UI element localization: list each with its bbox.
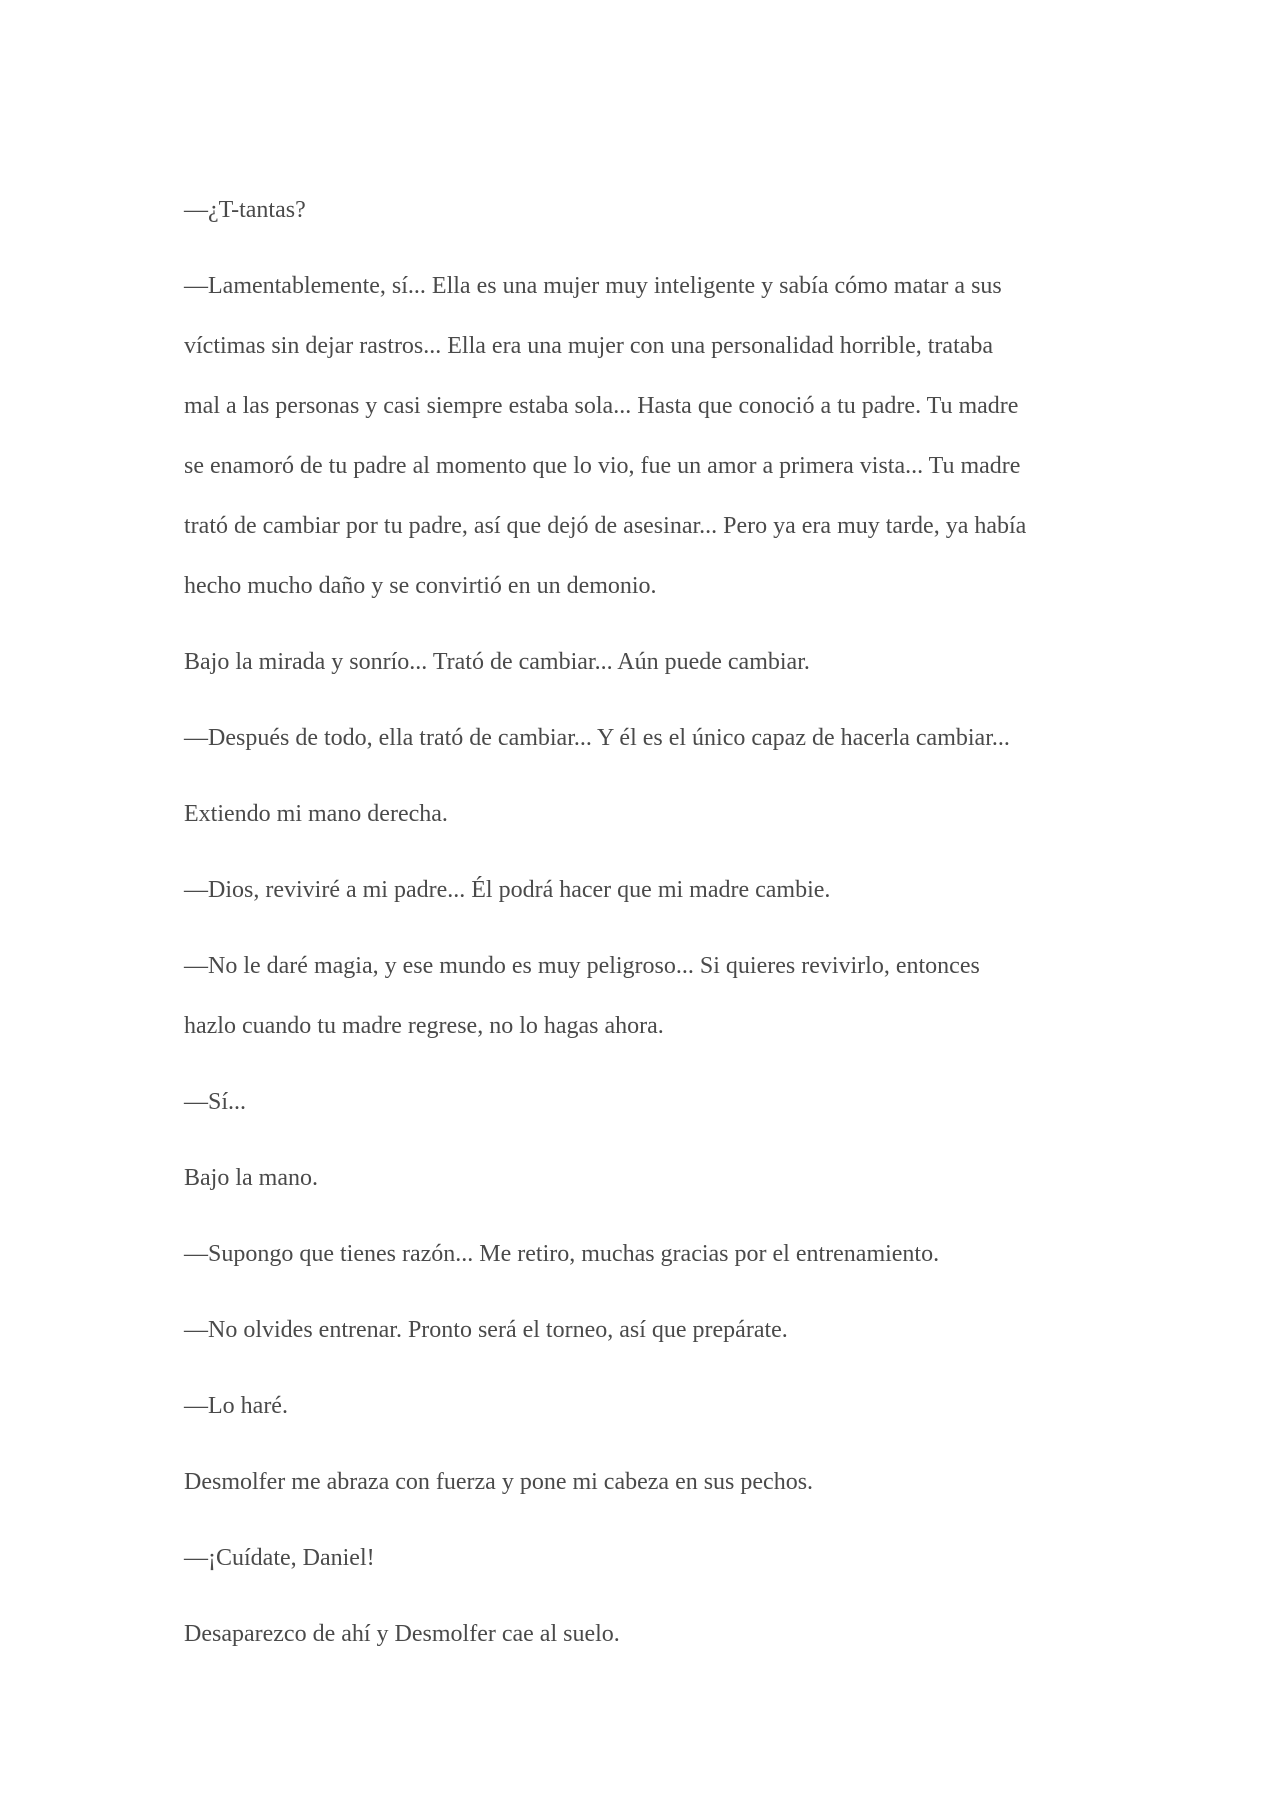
paragraph-8 [184,1072,1104,1132]
paragraph-15 [184,1604,1104,1664]
text-line: —No le daré magia, y ese mundo es muy peligroso... Si quieres revivirlo, entonces [184,953,980,979]
text-line: —Después de todo, ella trató de cambiar... Y él es el único capaz de hacerla cambiar... [184,725,1010,751]
paragraph-4 [184,708,1104,768]
paragraph-14 [184,1528,1104,1588]
text-line: —Supongo que tienes razón... Me retiro, muchas gracias por el entrenamiento. [184,1241,940,1267]
paragraph-7 [184,936,1104,1056]
text-line: se enamoró de tu padre al momento que lo vio, fue un amor a primera vista... Tu madre [184,453,1021,479]
text-line: Desmolfer me abraza con fuerza y pone mi cabeza en sus pechos. [184,1469,814,1495]
text-line: Desaparezco de ahí y Desmolfer cae al suelo. [184,1621,620,1647]
paragraph-10 [184,1224,1104,1284]
text-line: —¡Cuídate, Daniel! [184,1545,375,1571]
paragraph-9 [184,1148,1104,1208]
text-line: hecho mucho daño y se convirtió en un demonio. [184,573,657,599]
text-line: Extiendo mi mano derecha. [184,801,448,827]
text-line: hazlo cuando tu madre regrese, no lo hagas ahora. [184,1013,664,1039]
text-line: víctimas sin dejar rastros... Ella era una mujer con una personalidad horrible, trataba [184,333,994,359]
text-line: —Lamentablemente, sí... Ella es una mujer muy inteligente y sabía cómo matar a sus [184,273,1002,299]
text-line: Bajo la mano. [184,1165,318,1191]
text-line: —Lo haré. [184,1393,288,1419]
paragraph-13 [184,1452,1104,1512]
paragraph-3 [184,632,1104,692]
text-line: —No olvides entrenar. Pronto será el torneo, así que prepárate. [184,1317,788,1343]
paragraph-1 [184,180,1104,240]
text-line: —Sí... [184,1089,247,1115]
text-line: mal a las personas y casi siempre estaba sola... Hasta que conoció a tu padre. Tu madre [184,393,1019,419]
document-body [184,180,1104,1664]
paragraph-12 [184,1376,1104,1436]
text-line: Bajo la mirada y sonrío... Trató de cambiar... Aún puede cambiar. [184,649,810,675]
paragraph-5 [184,784,1104,844]
paragraph-2 [184,256,1104,616]
paragraph-11 [184,1300,1104,1360]
text-line: —Dios, reviviré a mi padre... Él podrá hacer que mi madre cambie. [184,877,831,903]
text-line: —¿T-tantas? [184,197,306,223]
paragraph-6 [184,860,1104,920]
text-line: trató de cambiar por tu padre, así que dejó de asesinar... Pero ya era muy tarde, ya había [184,513,1027,539]
